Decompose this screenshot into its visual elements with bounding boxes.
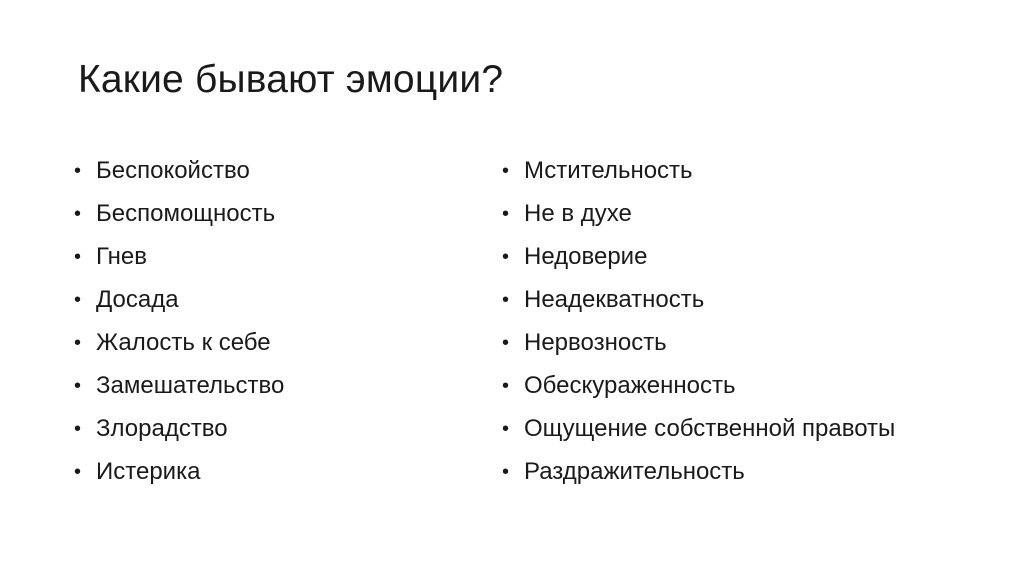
- bullet-icon: •: [74, 203, 82, 225]
- list-item: [500, 280, 895, 323]
- list-item-label: Беспомощность: [96, 200, 276, 227]
- bullet-icon: •: [502, 418, 510, 440]
- list-item-label: Обескураженность: [524, 372, 736, 399]
- list-item: [72, 409, 284, 452]
- bullet-icon: •: [74, 375, 82, 397]
- list-item: [500, 366, 895, 409]
- list-item-label: Ощущение собственной правоты: [524, 415, 896, 442]
- list-item-label: Недоверие: [524, 243, 648, 270]
- bullet-icon: •: [74, 246, 82, 268]
- list-item: [72, 280, 284, 323]
- bullet-icon: •: [502, 203, 510, 225]
- list-item-label: Досада: [96, 286, 179, 313]
- bullet-icon: •: [74, 418, 82, 440]
- list-item-label: Истерика: [96, 458, 201, 485]
- bullet-icon: •: [74, 461, 82, 483]
- list-item-label: Неадекватность: [524, 286, 705, 313]
- list-item-label: Нервозность: [524, 329, 667, 356]
- bullet-icon: •: [74, 332, 82, 354]
- list-item-label: Жалость к себе: [96, 329, 271, 356]
- list-item: [72, 323, 284, 366]
- bullet-icon: •: [74, 160, 82, 182]
- list-item-label: Гнев: [96, 243, 147, 270]
- bullet-list-left: [72, 151, 284, 495]
- bullet-icon: •: [502, 246, 510, 268]
- list-item: [72, 237, 284, 280]
- list-item: [72, 151, 284, 194]
- list-item: [72, 194, 284, 237]
- bullet-icon: •: [502, 332, 510, 354]
- list-item-label: Раздражительность: [524, 458, 745, 485]
- list-item: [500, 323, 895, 366]
- list-item-label: Злорадство: [96, 415, 228, 442]
- list-item: [500, 452, 895, 495]
- list-item-label: Беспокойство: [96, 157, 250, 184]
- bullet-icon: •: [74, 289, 82, 311]
- slide-title: Какие бывают эмоции?: [78, 58, 504, 101]
- bullet-icon: •: [502, 289, 510, 311]
- list-item: [72, 452, 284, 495]
- list-item-label: Замешательство: [96, 372, 285, 399]
- bullet-icon: •: [502, 461, 510, 483]
- list-item: [500, 151, 895, 194]
- bullet-list-right: [500, 151, 895, 495]
- list-item-label: Мстительность: [524, 157, 693, 184]
- list-item: [72, 366, 284, 409]
- list-item: [500, 194, 895, 237]
- list-item: [500, 237, 895, 280]
- list-item-label: Не в духе: [524, 200, 632, 227]
- list-item: [500, 409, 895, 452]
- bullet-icon: •: [502, 160, 510, 182]
- bullet-icon: •: [502, 375, 510, 397]
